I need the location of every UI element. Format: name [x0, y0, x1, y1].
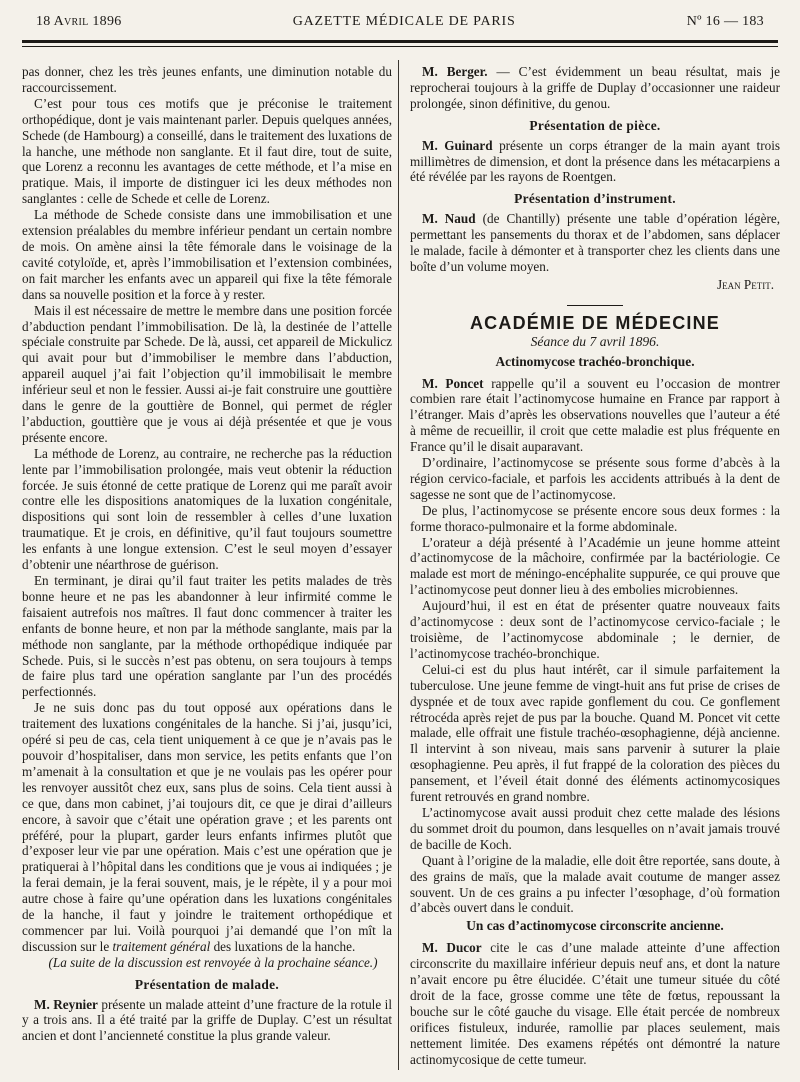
paragraph: D’ordinaire, l’actinomycose se présente sous forme d’abcès à la région cervico-faciale, et parfois les accidents attribués à la dent de sagesse ne sont que de l’actinomycose. [410, 455, 780, 502]
paragraph: L’orateur a déjà présenté à l’Académie un jeune homme atteint d’actinomycose de la mâchoire, confirmée par la bactériologie. Ce malade est mort de méningo-encéphalite suppurée, ce qui prouve que l’actinomycose peut donner lieu à des embolies microbiennes. [410, 534, 780, 598]
section-heading: Présentation de malade. [134, 976, 280, 992]
paragraph [22, 700, 392, 955]
speaker-name: M. Berger. [422, 64, 488, 79]
paragraph: En terminant, je dirai qu’il faut traiter les petits malades de très bonne heure et ne pas les abandonner à leur infirmité comme le faisaient autrefois nos maîtres. Il faut donc commencer à traiter les enfants de bonne heure, et non par la méthode sanglante, mais par la méthode non sanglante, par la méthode orthopédique indiquée par Schede. Puis, si le succès n’est pas obtenu, on sera toujours à temps de faire plus tard une opération sanglante par l’un des procédés perfectionnés. [22, 573, 392, 700]
paragraph-text: Je ne suis donc pas du tout opposé aux opérations dans le traitement des luxations congénitales de la hanche. Si j’ai, jusqu’ici, opéré si peu de cas, cela tient uniquement à ce que je n’avais pas le pouvoir d’hospitaliser, dans mon service, les petits enfants que l’on m’amenait à la consultation et que je ne voulais pas les opérer pour les renvoyer aussitôt chez eux, sans plus de soins. Cela tient aussi à ce que, dans mon cabinet, j’ai toujours dit, ce que je dirai d’ailleurs encore, à savoir que c’était une opération grave ; et les parents ont préféré, pour la plupart, garder leurs enfants infirmes plutôt que d’exposer leur vie par une opération. Mais c’est une opération que je pratiquerai à l’hôpital dans les conditions que je vous ai indiquées ; je la ferai demain, je la ferai souvent, mais, je le répète, il y a pour moi autre chose à faire qu’une opération dans les luxations congénitales de la hanche, il faut y joindre le traitement orthopédique et commencer par lui. Voilà pourquoi j’ai demandé que l’on mît la discussion sur le [22, 700, 392, 954]
journal-title: GAZETTE MÉDICALE DE PARIS [292, 14, 516, 29]
paragraph [410, 211, 780, 275]
subsection-heading: Actinomycose trachéo-bronchique. [495, 353, 695, 369]
session-date: Séance du 7 avril 1896. [530, 333, 660, 349]
paragraph-text: présente un corps étranger de la main ayant trois millimètres de dimension, et dont la présence dans les métacarpiens a été révélée par les rayons de Roentgen. [410, 137, 780, 185]
speaker-name: M. Guinard [422, 137, 493, 153]
paragraph [410, 64, 780, 112]
author-signature: Jean Petit. [716, 276, 774, 292]
paragraph-text: cite le cas d’une malade atteinte d’une affection circonscrite du maxillaire inférieur depuis neuf ans, et dont la nature n’avait encore pu être élucidée. C’était une tumeur située du côté droit de la face, grosse comme une tête de fœtus, repoussant la bouche sur le côté gauche du visage. Elle était percée de nombreux orifices fistuleux, indurée, ramollie par places seulement, mais nettement limitée. Des examens répétés ont démontré la nature actinomycosique de cette tumeur. [410, 940, 780, 1067]
paragraph [22, 997, 392, 1045]
paragraph: La méthode de Lorenz, au contraire, ne recherche pas la réduction lente par l’immobilisation prolongée, mais veut obtenir la réduction forcée. Je suis étonné de cette pratique de Lorenz qui me paraît avoir contre elle les dispositions anatomiques de la luxation congénitale, dispositions qui sont loin de ressembler à celles d’une luxation traumatique. Et je crois, en définitive, qu’il faut toujours soumettre les enfants à une longue extension. C’est le seul moyen d’essayer d’obtenir une néarthrose de guérison. [22, 445, 392, 573]
paragraph: Aujourd’hui, il est en état de présenter quatre nouveaux faits d’actinomycose : deux sont de l’actinomycose cervico-faciale ; le troisième, de l’actinomycose abdominale ; le dernier, de l’actinomycose trachéo-bronchique. [410, 598, 780, 661]
paragraph [410, 138, 780, 186]
speaker-name: M. Naud [422, 211, 476, 227]
paragraph-text: rappelle qu’il a souvent eu l’occasion de montrer combien rare était l’actinomycose humaine en France par rapport à l’étranger. Mais d’après les observations nouvelles que l’auteur a été à même de recueillir, il croit que cette maladie est plus fréquente en France qu’il le disait auparavant. [410, 375, 780, 455]
speaker-name: M. Reynier [34, 996, 98, 1012]
paragraph-text: des luxations de la hanche. [213, 938, 356, 954]
paragraph: Mais il est nécessaire de mettre le membre dans une position forcée d’abduction pendant l’immobilisation. De là, la destinée de l’attelle spéciale construite par Schede. De là, aussi, cet appareil de Mickulicz qui avait pour but d’immobiliser le membre dans l’abduction, appareil auquel j’ai fait l’objection qu’il immobilisait le membre inférieur seul et non le fessier. Aussi ai-je fait construire une gouttière dans le genre de la gouttière de Bonnel, qui permet de régler l’abduction, gouttière que je vous ai déjà présentée et que je vous présente encore. [22, 302, 392, 445]
column-divider [398, 60, 399, 1070]
issue-number: Nº 16 — 183 [686, 14, 764, 29]
paragraph [410, 376, 780, 456]
speaker-name: M. Poncet [422, 375, 484, 391]
paragraph-text: — C’est évidemment un beau résultat, mais je reprocherai toujours à la griffe de Duplay d’occasionner une raideur prolongée, sinon définitive, du genou. [410, 64, 780, 111]
subsection-heading: Un cas d’actinomycose circonscrite ancienne. [466, 918, 724, 934]
paragraph: Quant à l’origine de la maladie, elle doit être reportée, sans doute, à des grains de maïs, que la malade avait coutume de manger assez souvent. Un de ces grains a pu infecter l’œsophage, d’où formation d’abcès ouvert dans le conduit. [410, 852, 780, 916]
section-heading: Présentation d’instrument. [514, 191, 676, 207]
issue-date: 18 Avril 1896 [36, 14, 122, 29]
emphasis-text: traitement général [112, 938, 211, 954]
paragraph-text: présente un malade atteint d’une fracture de la rotule il y a trois ans. Il a été traité par la griffe de Duplay. C’est un résultat ancien et dont l’ancienneté constitue la plus grande valeur. [22, 996, 392, 1044]
section-separator [567, 305, 623, 306]
speaker-name: M. Ducor [422, 940, 482, 956]
society-heading: ACADÉMIE DE MÉDECINE [469, 312, 721, 333]
header-rule-thin [22, 46, 778, 47]
editorial-note: (La suite de la discussion est renvoyée à la prochaine séance.) [48, 954, 378, 970]
header-rule [22, 40, 778, 43]
left-column [22, 64, 392, 1074]
paragraph: De plus, l’actinomycose se présente encore sous deux formes : la forme thoraco-pulmonaire et la forme abdominale. [410, 502, 780, 534]
paragraph: C’est pour tous ces motifs que je préconise le traitement orthopédique, dont je vais maintenant parler. Depuis quelques années, Schede (de Hambourg) a conseillé, dans le traitement des luxations de la hanche, une méthode non sanglante. Et il faut dire, tout de suite, que Lorenz a reconnu les avantages de cette méthode, et l’a mise en pratique. Mais, il importe de distinguer ici les deux méthodes non sanglantes : celle de Schede et celle de Lorenz. [22, 95, 392, 207]
paragraph: pas donner, chez les très jeunes enfants, une diminution notable du raccourcissement. [22, 64, 392, 95]
paragraph [410, 940, 780, 1067]
section-heading: Présentation de pièce. [529, 117, 661, 133]
paragraph: La méthode de Schede consiste dans une immobilisation et une extension préalables du membre inférieur pendant un certain nombre de mois. On amène ainsi la tête fémorale dans le voisinage de la cavité cotyloïde, et, après l’immobilisation et l’extension combinées, on fait marcher les enfants avec un appareil qui fixe la tête fémorale dans sa nouvelle position et la force à y rester. [22, 207, 392, 302]
right-column [410, 64, 780, 1074]
paragraph: Celui-ci est du plus haut intérêt, car il simule parfaitement la tuberculose. Une jeune femme de vingt-huit ans fut prise de crises de dyspnée et de toux avec rapide gonflement du cou. Ce gonflement rétrocéda après rejet de pus par la bouche. Quand M. Poncet vit cette malade, elle offrait une fistule trachéo-œsophagienne, déjà ancienne. Il intervint à son niveau, mais sans parvenir à suturer la plaie œsophagienne. Peu après, il fut frappé de la coloration des pièces du pansement, et l’éveil était donné des éléments actinomycosiques furent retrouvés en grand nombre. [410, 661, 780, 805]
running-head [36, 14, 764, 34]
paragraph-text: (de Chantilly) présente une table d’opération légère, permettant les pansements du thorax et de l’abdomen, sans déplacer le malade, facile à démonter et à transporter chez les clients dans une boîte d’un volume moyen. [410, 211, 780, 274]
paragraph: L’actinomycose avait aussi produit chez cette malade des lésions du sommet droit du poumon, dans lesquelles on n’avait jamais trouvé de bacille de Koch. [410, 804, 780, 852]
